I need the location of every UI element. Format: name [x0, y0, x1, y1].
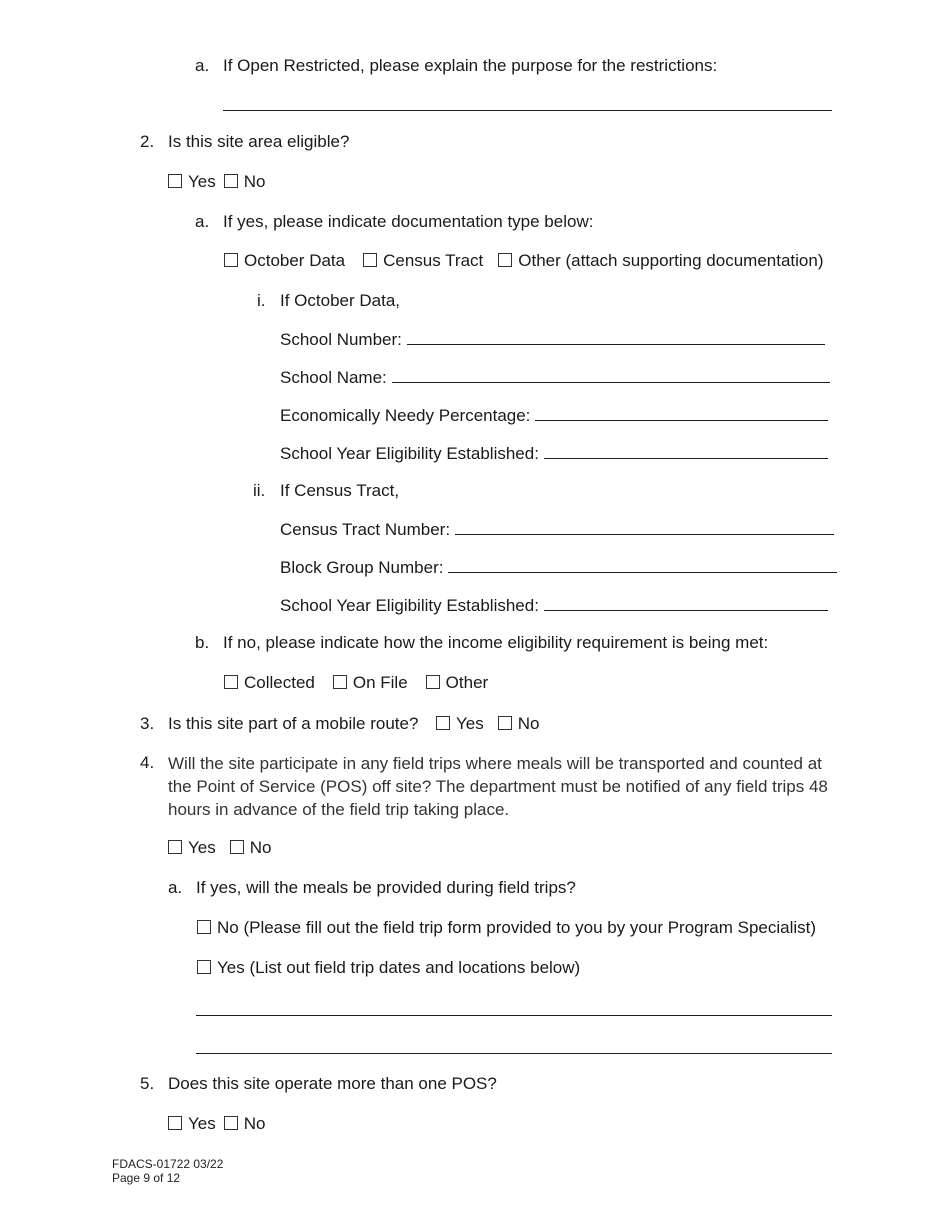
- checkbox-icon[interactable]: [168, 174, 182, 188]
- q2-number: 2.: [140, 132, 155, 151]
- q2-yes-option[interactable]: Yes: [168, 171, 216, 193]
- field-economically-needy-percentage: Economically Needy Percentage:: [280, 404, 828, 427]
- q5-no-option[interactable]: No: [224, 1113, 266, 1135]
- form-id: FDACS-01722 03/22: [112, 1157, 224, 1171]
- checkbox-icon[interactable]: [224, 675, 238, 689]
- q3-yes-option[interactable]: Yes: [436, 713, 484, 735]
- field-trip-line-2[interactable]: [196, 1053, 832, 1054]
- option-census-tract[interactable]: Census Tract: [363, 250, 483, 272]
- checkbox-icon[interactable]: [168, 840, 182, 854]
- q4a-option-yes[interactable]: Yes (List out field trip dates and locations below): [197, 957, 580, 979]
- checkbox-icon[interactable]: [224, 253, 238, 267]
- q2ai-text: If October Data,: [280, 291, 400, 310]
- checkbox-icon[interactable]: [498, 253, 512, 267]
- field-school-year-eligibility-1: School Year Eligibility Established:: [280, 442, 828, 465]
- field-school-year-eligibility-2: School Year Eligibility Established:: [280, 594, 828, 617]
- checkbox-icon[interactable]: [363, 253, 377, 267]
- q4-number: 4.: [140, 753, 155, 772]
- economically-needy-percentage-input[interactable]: [535, 404, 828, 421]
- q2-text: Is this site area eligible?: [168, 132, 350, 151]
- q3-no-option[interactable]: No: [498, 713, 540, 735]
- q2ai-marker: i.: [257, 291, 266, 310]
- option-collected[interactable]: Collected: [224, 672, 315, 694]
- option-other[interactable]: Other: [426, 672, 489, 694]
- q2b-marker: b.: [195, 633, 210, 652]
- field-school-name: School Name:: [280, 366, 830, 389]
- q3-number: 3.: [140, 714, 155, 733]
- q2a-text: If yes, please indicate documentation type below:: [223, 212, 594, 231]
- field-block-group-number: Block Group Number:: [280, 556, 837, 579]
- q2b-options: [224, 672, 488, 694]
- checkbox-icon[interactable]: [197, 920, 211, 934]
- q3-text: Is this site part of a mobile route?: [168, 714, 419, 733]
- q2aii-marker: ii.: [253, 481, 266, 500]
- q2-options: [168, 171, 265, 193]
- option-october-data[interactable]: October Data: [224, 250, 345, 272]
- q4a-option-no[interactable]: No (Please fill out the field trip form provided to you by your Program Specialist): [197, 917, 816, 939]
- q4-yes-option[interactable]: Yes: [168, 837, 216, 859]
- checkbox-icon[interactable]: [224, 174, 238, 188]
- school-year-eligibility-input-2[interactable]: [544, 594, 828, 611]
- q2a-marker: a.: [195, 212, 210, 231]
- field-census-tract-number: Census Tract Number:: [280, 518, 834, 541]
- q4-options: [168, 837, 271, 859]
- checkbox-icon[interactable]: [498, 716, 512, 730]
- q2a-options: [224, 250, 824, 272]
- q5-yes-option[interactable]: Yes: [168, 1113, 216, 1135]
- q5-options: [168, 1113, 265, 1135]
- school-name-input[interactable]: [392, 366, 830, 383]
- page-number: Page 9 of 12: [112, 1171, 181, 1185]
- q2aii-text: If Census Tract,: [280, 481, 400, 500]
- q2b-text: If no, please indicate how the income eligibility requirement is being met:: [223, 633, 769, 652]
- q1a-answer-line[interactable]: [223, 110, 832, 111]
- school-year-eligibility-input-1[interactable]: [544, 442, 828, 459]
- checkbox-icon[interactable]: [224, 1116, 238, 1130]
- q1a-marker: a.: [195, 56, 210, 75]
- option-on-file[interactable]: On File: [333, 672, 408, 694]
- q4a-marker: a.: [168, 878, 183, 897]
- checkbox-icon[interactable]: [197, 960, 211, 974]
- option-other-documentation[interactable]: Other (attach supporting documentation): [498, 250, 823, 272]
- checkbox-icon[interactable]: [230, 840, 244, 854]
- q3-options: [436, 713, 539, 735]
- checkbox-icon[interactable]: [333, 675, 347, 689]
- checkbox-icon[interactable]: [168, 1116, 182, 1130]
- q5-number: 5.: [140, 1074, 155, 1093]
- q2-no-option[interactable]: No: [224, 171, 266, 193]
- q4-text: Will the site participate in any field trips where meals will be transported and counted at the Point of Service (POS) off site? The department must be notified of any field trips 48 hours in advance of the field trip taking place.: [168, 754, 828, 819]
- q5-text: Does this site operate more than one POS?: [168, 1074, 497, 1093]
- q1a-text: If Open Restricted, please explain the purpose for the restrictions:: [223, 56, 718, 75]
- school-number-input[interactable]: [407, 328, 825, 345]
- checkbox-icon[interactable]: [426, 675, 440, 689]
- field-trip-line-1[interactable]: [196, 1015, 832, 1016]
- field-school-number: School Number:: [280, 328, 825, 351]
- census-tract-number-input[interactable]: [455, 518, 834, 535]
- q4a-text: If yes, will the meals be provided during field trips?: [196, 878, 576, 897]
- block-group-number-input[interactable]: [448, 556, 837, 573]
- checkbox-icon[interactable]: [436, 716, 450, 730]
- q4-no-option[interactable]: No: [230, 837, 272, 859]
